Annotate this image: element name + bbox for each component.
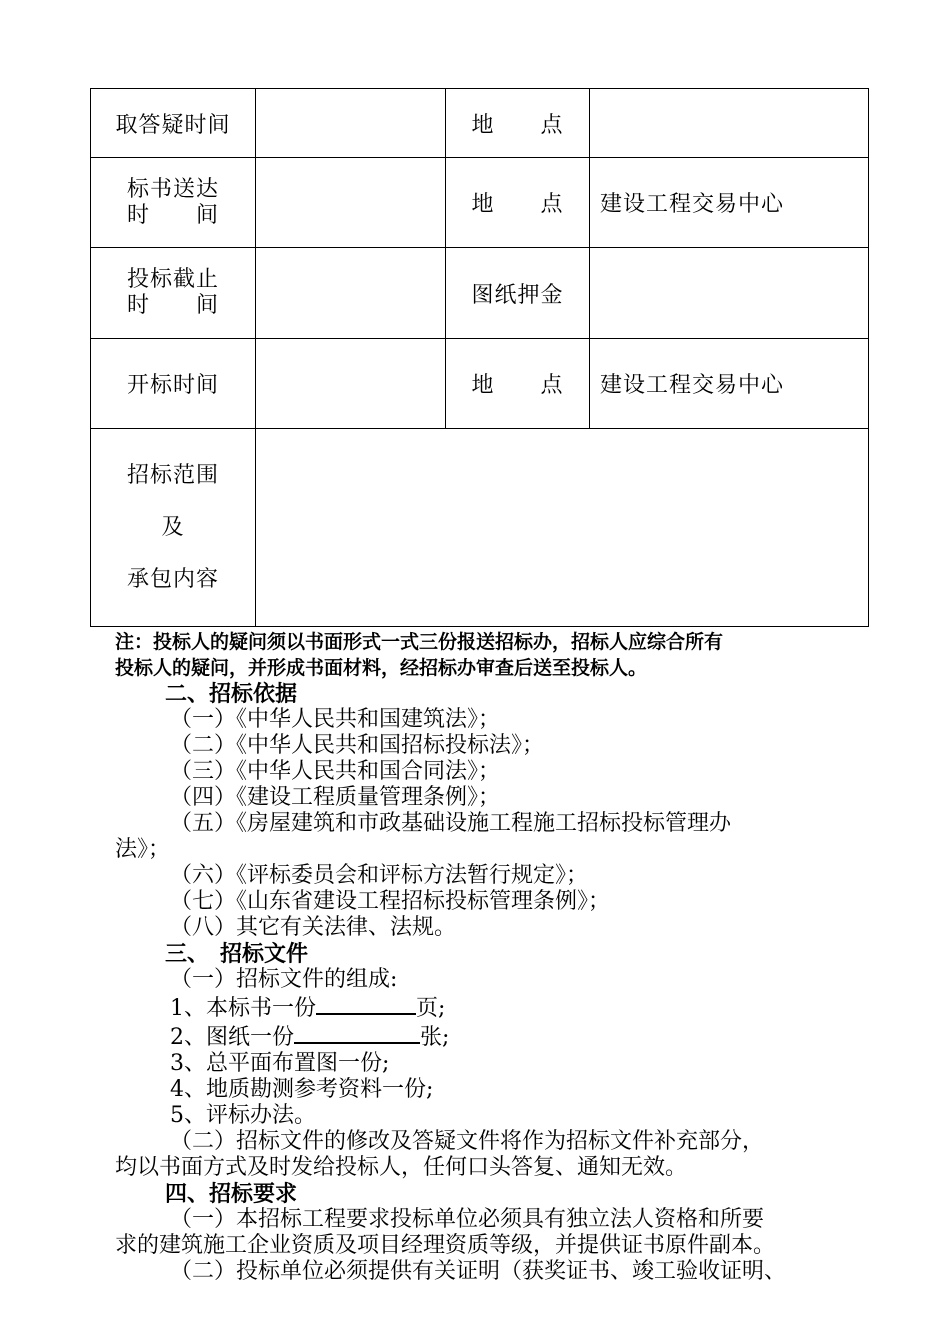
note-line-2: 投标人的疑问，并形成书面材料，经招标办审查后送至投标人。 [115, 657, 648, 679]
delivery-location-label: 地 点 [446, 158, 590, 248]
deadline-label-a: 投标截止 [126, 267, 219, 292]
delivery-time-label [91, 158, 256, 248]
delivery-time-label-b: 时 间 [126, 202, 219, 228]
note-line-1: 注：投标人的疑问须以书面形式一式三份报送招标办，招标人应综合所有 [115, 631, 724, 653]
section-3-item-2: 2、图纸一份 张; [115, 1022, 875, 1051]
opening-location-value: 建设工程交易中心 [590, 339, 869, 429]
section-2-item: （五）《房屋建筑和市政基础设施工程施工招标投标管理办 [170, 811, 732, 836]
section-2-item: （六）《评标委员会和评标方法暂行规定》； [170, 863, 589, 888]
qa-time-label: 取答疑时间 [91, 89, 256, 158]
section-3-sub1: （一）招标文件的组成: [170, 967, 398, 992]
delivery-location-value: 建设工程交易中心 [590, 158, 869, 248]
section-4-heading: 四、招标要求 [165, 1181, 298, 1207]
section-4-p1-line-2: 求的建筑施工企业资质及项目经理资质等级，并提供证书原件副本。 [115, 1233, 776, 1258]
qa-location-label: 地 点 [446, 89, 590, 158]
qa-time-value [256, 89, 446, 158]
opening-time-label: 开标时间 [91, 339, 256, 429]
section-3-item-4: 4、地质勘测参考资料一份; [170, 1077, 434, 1102]
scope-label-b: 及 [161, 514, 185, 540]
deadline-label [91, 248, 256, 339]
document-body [115, 629, 875, 1285]
section-3-sub2-line-1: （二）招标文件的修改及答疑文件将作为招标文件补充部分， [170, 1129, 765, 1154]
pages-blank [316, 993, 416, 1015]
section-3-item-5: 5、评标办法。 [170, 1103, 316, 1128]
bid-info-table [90, 88, 869, 627]
table-row [91, 248, 869, 339]
table-row [91, 158, 869, 248]
section-2-item: （三）《中华人民共和国合同法》； [170, 759, 501, 784]
deposit-label: 图纸押金 [446, 248, 590, 339]
delivery-time-value [256, 158, 446, 248]
table-row [91, 339, 869, 429]
section-4-p2-line-1: （二）投标单位必须提供有关证明（获奖证书、竣工验收证明、 [170, 1259, 787, 1284]
delivery-time-label-a: 标书送达 [126, 176, 219, 202]
scope-label [91, 429, 256, 627]
section-2-item: （二）《中华人民共和国招标投标法》； [170, 733, 545, 758]
deposit-value [590, 248, 869, 339]
section-3-item-1: 1、本标书一份 页; [115, 993, 875, 1022]
section-3-sub2-line-2: 均以书面方式及时发给投标人，任何口头答复、通知无效。 [115, 1155, 688, 1180]
section-2-heading: 二、招标依据 [165, 681, 298, 707]
section-3-heading: 三、 招标文件 [165, 941, 309, 967]
table-row [91, 89, 869, 158]
section-3-item-3: 3、总平面布置图一份; [170, 1051, 390, 1076]
scope-value [256, 429, 869, 627]
section-2-item: （七）《山东省建设工程招标投标管理条例》； [170, 889, 611, 914]
sheets-blank [294, 1022, 420, 1044]
deadline-value [256, 248, 446, 339]
section-2-item: （一）《中华人民共和国建筑法》； [170, 707, 501, 732]
section-2-item: （四）《建设工程质量管理条例》； [170, 785, 501, 810]
table-row [91, 429, 869, 627]
scope-label-a: 招标范围 [126, 462, 219, 488]
section-2-item: （八）其它有关法律、法规。 [170, 915, 457, 940]
scope-label-c: 承包内容 [126, 566, 219, 592]
section-4-p1-line-1: （一）本招标工程要求投标单位必须具有独立法人资格和所要 [170, 1207, 765, 1232]
opening-time-value [256, 339, 446, 429]
qa-location-value [590, 89, 869, 158]
opening-location-label: 地 点 [446, 339, 590, 429]
section-2-item: 法》； [115, 837, 171, 862]
deadline-label-b: 时 间 [126, 293, 219, 318]
